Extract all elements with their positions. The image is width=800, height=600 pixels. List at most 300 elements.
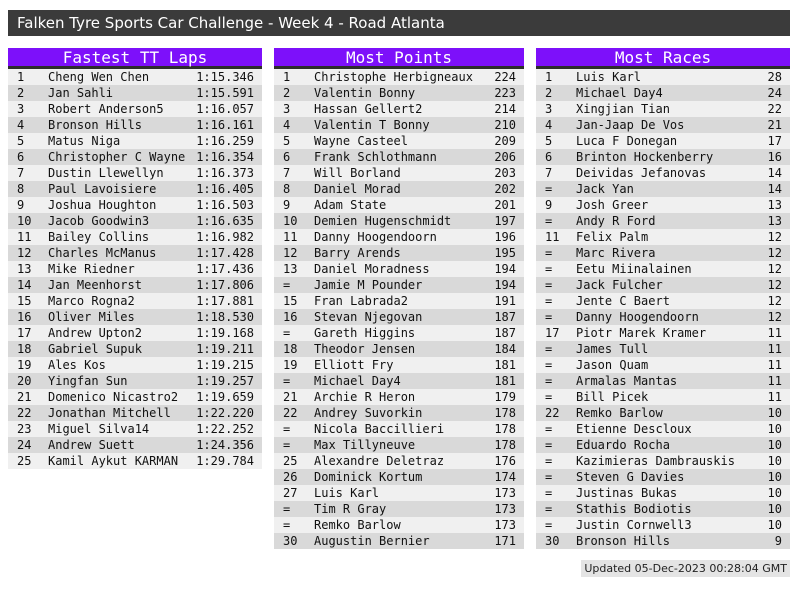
rank-cell: 21 bbox=[17, 390, 32, 404]
value-cell: 28 bbox=[767, 70, 782, 84]
value-cell: 197 bbox=[494, 214, 516, 228]
table-row bbox=[8, 453, 262, 469]
driver-name-cell: Felix Palm bbox=[576, 230, 649, 244]
table-row bbox=[536, 261, 790, 277]
rank-cell: 1 bbox=[17, 70, 25, 84]
value-cell: 209 bbox=[494, 134, 516, 148]
table-row bbox=[536, 213, 790, 229]
rank-cell: 3 bbox=[545, 102, 553, 116]
value-cell: 1:19.257 bbox=[196, 374, 254, 388]
table-row bbox=[274, 229, 524, 245]
updated-timestamp: Updated 05-Dec-2023 00:28:04 GMT bbox=[581, 560, 790, 577]
rank-cell: 7 bbox=[17, 166, 25, 180]
value-cell: 13 bbox=[767, 198, 782, 212]
value-cell: 1:16.405 bbox=[196, 182, 254, 196]
rank-cell: 5 bbox=[545, 134, 553, 148]
driver-name-cell: Eetu Miinalainen bbox=[576, 262, 692, 276]
rank-cell: 2 bbox=[17, 86, 25, 100]
table-row bbox=[8, 437, 262, 453]
rank-cell: 12 bbox=[17, 246, 32, 260]
rank-cell: 7 bbox=[545, 166, 553, 180]
rank-cell: 12 bbox=[283, 246, 298, 260]
table-row bbox=[8, 325, 262, 341]
rank-cell: 20 bbox=[17, 374, 32, 388]
value-cell: 1:17.881 bbox=[196, 294, 254, 308]
rank-cell: 17 bbox=[17, 326, 32, 340]
value-cell: 1:16.057 bbox=[196, 102, 254, 116]
rank-cell: = bbox=[545, 182, 553, 196]
value-cell: 178 bbox=[494, 422, 516, 436]
rank-cell: = bbox=[545, 310, 553, 324]
table-row bbox=[536, 437, 790, 453]
table-row bbox=[536, 469, 790, 485]
driver-name-cell: Jan-Jaap De Vos bbox=[576, 118, 685, 132]
driver-name-cell: Daniel Morad bbox=[314, 182, 401, 196]
driver-name-cell: Stathis Bodiotis bbox=[576, 502, 692, 516]
value-cell: 195 bbox=[494, 246, 516, 260]
table-row bbox=[8, 309, 262, 325]
value-cell: 1:16.635 bbox=[196, 214, 254, 228]
table-row bbox=[8, 85, 262, 101]
leaderboard-panel-fastest-tt-laps bbox=[8, 48, 262, 469]
driver-name-cell: Jente C Baert bbox=[576, 294, 670, 308]
driver-name-cell: Andy R Ford bbox=[576, 214, 656, 228]
driver-name-cell: Christophe Herbigneaux bbox=[314, 70, 473, 84]
value-cell: 1:19.215 bbox=[196, 358, 254, 372]
rank-cell: 6 bbox=[545, 150, 553, 164]
value-cell: 14 bbox=[767, 182, 782, 196]
rank-cell: = bbox=[545, 422, 553, 436]
value-cell: 181 bbox=[494, 374, 516, 388]
rank-cell: = bbox=[545, 518, 553, 532]
value-cell: 1:16.161 bbox=[196, 118, 254, 132]
value-cell: 21 bbox=[767, 118, 782, 132]
rank-cell: 24 bbox=[17, 438, 32, 452]
driver-name-cell: Bronson Hills bbox=[48, 118, 142, 132]
driver-name-cell: Michael Day4 bbox=[314, 374, 401, 388]
driver-name-cell: Xingjian Tian bbox=[576, 102, 670, 116]
table-row bbox=[274, 533, 524, 549]
table-row bbox=[536, 101, 790, 117]
table-row bbox=[536, 165, 790, 181]
table-row bbox=[536, 149, 790, 165]
page-title: Falken Tyre Sports Car Challenge - Week 4 - Road Atlanta bbox=[17, 14, 445, 32]
table-row bbox=[8, 165, 262, 181]
rank-cell: = bbox=[545, 502, 553, 516]
table-row bbox=[274, 101, 524, 117]
leaderboard-panel-most-races bbox=[536, 48, 790, 549]
table-row bbox=[274, 261, 524, 277]
table-row bbox=[536, 389, 790, 405]
value-cell: 12 bbox=[767, 310, 782, 324]
table-row bbox=[8, 389, 262, 405]
rank-cell: = bbox=[283, 438, 291, 452]
value-cell: 16 bbox=[767, 150, 782, 164]
driver-name-cell: Michael Day4 bbox=[576, 86, 663, 100]
value-cell: 10 bbox=[767, 422, 782, 436]
driver-name-cell: Matus Niga bbox=[48, 134, 121, 148]
value-cell: 1:18.530 bbox=[196, 310, 254, 324]
value-cell: 22 bbox=[767, 102, 782, 116]
table-row bbox=[536, 453, 790, 469]
table-row bbox=[8, 261, 262, 277]
value-cell: 11 bbox=[767, 342, 782, 356]
driver-name-cell: Luis Karl bbox=[576, 70, 642, 84]
table-row bbox=[8, 181, 262, 197]
table-row bbox=[536, 421, 790, 437]
rank-cell: 4 bbox=[283, 118, 291, 132]
table-row bbox=[274, 325, 524, 341]
driver-name-cell: Mike Riedner bbox=[48, 262, 135, 276]
table-row bbox=[8, 245, 262, 261]
table-row bbox=[274, 293, 524, 309]
value-cell: 202 bbox=[494, 182, 516, 196]
rank-cell: 17 bbox=[545, 326, 560, 340]
driver-name-cell: Demien Hugenschmidt bbox=[314, 214, 452, 228]
rank-cell: 1 bbox=[545, 70, 553, 84]
table-row bbox=[536, 501, 790, 517]
value-cell: 224 bbox=[494, 70, 516, 84]
rank-cell: 9 bbox=[545, 198, 553, 212]
rank-cell: = bbox=[545, 358, 553, 372]
value-cell: 12 bbox=[767, 278, 782, 292]
value-cell: 1:15.591 bbox=[196, 86, 254, 100]
rank-cell: = bbox=[283, 518, 291, 532]
panel-rows bbox=[536, 69, 790, 549]
table-row bbox=[8, 133, 262, 149]
panel-rows bbox=[274, 69, 524, 549]
table-row bbox=[8, 101, 262, 117]
driver-name-cell: Paul Lavoisiere bbox=[48, 182, 157, 196]
table-row bbox=[274, 117, 524, 133]
table-row bbox=[274, 485, 524, 501]
value-cell: 10 bbox=[767, 406, 782, 420]
table-row bbox=[274, 197, 524, 213]
table-row bbox=[8, 197, 262, 213]
value-cell: 179 bbox=[494, 390, 516, 404]
rank-cell: = bbox=[545, 246, 553, 260]
driver-name-cell: Max Tillyneuve bbox=[314, 438, 416, 452]
rank-cell: = bbox=[545, 374, 553, 388]
driver-name-cell: Barry Arends bbox=[314, 246, 401, 260]
driver-name-cell: Bronson Hills bbox=[576, 534, 670, 548]
table-row bbox=[8, 213, 262, 229]
rank-cell: = bbox=[545, 278, 553, 292]
rank-cell: 30 bbox=[283, 534, 298, 548]
table-row bbox=[536, 229, 790, 245]
driver-name-cell: Jason Quam bbox=[576, 358, 649, 372]
value-cell: 14 bbox=[767, 166, 782, 180]
value-cell: 10 bbox=[767, 438, 782, 452]
value-cell: 1:19.659 bbox=[196, 390, 254, 404]
driver-name-cell: Joshua Houghton bbox=[48, 198, 157, 212]
driver-name-cell: Josh Greer bbox=[576, 198, 649, 212]
rank-cell: 4 bbox=[17, 118, 25, 132]
table-row bbox=[536, 357, 790, 373]
driver-name-cell: Jan Sahli bbox=[48, 86, 114, 100]
driver-name-cell: Marco Rogna2 bbox=[48, 294, 135, 308]
table-row bbox=[274, 469, 524, 485]
driver-name-cell: Domenico Nicastro2 bbox=[48, 390, 179, 404]
driver-name-cell: Valentin Bonny bbox=[314, 86, 416, 100]
driver-name-cell: Jan Meenhorst bbox=[48, 278, 142, 292]
value-cell: 1:29.784 bbox=[196, 454, 254, 468]
rank-cell: = bbox=[545, 390, 553, 404]
driver-name-cell: Danny Hoogendoorn bbox=[314, 230, 437, 244]
table-row bbox=[536, 533, 790, 549]
value-cell: 1:16.503 bbox=[196, 198, 254, 212]
driver-name-cell: Danny Hoogendoorn bbox=[576, 310, 699, 324]
table-row bbox=[8, 229, 262, 245]
value-cell: 1:17.428 bbox=[196, 246, 254, 260]
driver-name-cell: Jacob Goodwin3 bbox=[48, 214, 150, 228]
value-cell: 201 bbox=[494, 198, 516, 212]
value-cell: 1:16.373 bbox=[196, 166, 254, 180]
table-row bbox=[536, 517, 790, 533]
rank-cell: = bbox=[283, 502, 291, 516]
rank-cell: = bbox=[545, 454, 553, 468]
rank-cell: 25 bbox=[283, 454, 298, 468]
rank-cell: = bbox=[283, 374, 291, 388]
rank-cell: 9 bbox=[283, 198, 291, 212]
table-row bbox=[536, 133, 790, 149]
rank-cell: 16 bbox=[17, 310, 32, 324]
rank-cell: 11 bbox=[17, 230, 32, 244]
rank-cell: 8 bbox=[17, 182, 25, 196]
value-cell: 191 bbox=[494, 294, 516, 308]
driver-name-cell: Bill Picek bbox=[576, 390, 649, 404]
table-row bbox=[536, 341, 790, 357]
table-row bbox=[536, 245, 790, 261]
value-cell: 1:17.436 bbox=[196, 262, 254, 276]
driver-name-cell: Andrew Suett bbox=[48, 438, 135, 452]
driver-name-cell: Fran Labrada2 bbox=[314, 294, 408, 308]
driver-name-cell: Marc Rivera bbox=[576, 246, 656, 260]
value-cell: 11 bbox=[767, 326, 782, 340]
rank-cell: 5 bbox=[283, 134, 291, 148]
value-cell: 214 bbox=[494, 102, 516, 116]
table-row bbox=[8, 277, 262, 293]
driver-name-cell: Theodor Jensen bbox=[314, 342, 416, 356]
value-cell: 173 bbox=[494, 486, 516, 500]
value-cell: 184 bbox=[494, 342, 516, 356]
rank-cell: 9 bbox=[17, 198, 25, 212]
driver-name-cell: Justin Cornwell3 bbox=[576, 518, 692, 532]
panel-title: Most Points bbox=[274, 48, 524, 69]
driver-name-cell: Jonathan Mitchell bbox=[48, 406, 171, 420]
rank-cell: 19 bbox=[283, 358, 298, 372]
value-cell: 210 bbox=[494, 118, 516, 132]
driver-name-cell: Hassan Gellert2 bbox=[314, 102, 423, 116]
value-cell: 178 bbox=[494, 438, 516, 452]
driver-name-cell: Armalas Mantas bbox=[576, 374, 678, 388]
table-row bbox=[274, 149, 524, 165]
table-row bbox=[274, 341, 524, 357]
value-cell: 13 bbox=[767, 214, 782, 228]
value-cell: 187 bbox=[494, 326, 516, 340]
panel-title: Most Races bbox=[536, 48, 790, 69]
table-row bbox=[536, 309, 790, 325]
value-cell: 10 bbox=[767, 454, 782, 468]
table-row bbox=[536, 405, 790, 421]
table-row bbox=[536, 117, 790, 133]
driver-name-cell: Dustin Llewellyn bbox=[48, 166, 164, 180]
rank-cell: 16 bbox=[283, 310, 298, 324]
value-cell: 17 bbox=[767, 134, 782, 148]
rank-cell: 3 bbox=[283, 102, 291, 116]
panel-rows bbox=[8, 69, 262, 469]
table-row bbox=[274, 389, 524, 405]
table-row bbox=[274, 501, 524, 517]
value-cell: 1:22.252 bbox=[196, 422, 254, 436]
rank-cell: 15 bbox=[283, 294, 298, 308]
value-cell: 206 bbox=[494, 150, 516, 164]
rank-cell: 3 bbox=[17, 102, 25, 116]
driver-name-cell: Gareth Higgins bbox=[314, 326, 416, 340]
value-cell: 187 bbox=[494, 310, 516, 324]
boards-container bbox=[8, 48, 790, 549]
rank-cell: 27 bbox=[283, 486, 298, 500]
value-cell: 1:24.356 bbox=[196, 438, 254, 452]
driver-name-cell: Jack Fulcher bbox=[576, 278, 663, 292]
table-row bbox=[274, 133, 524, 149]
driver-name-cell: Daniel Moradness bbox=[314, 262, 430, 276]
value-cell: 12 bbox=[767, 262, 782, 276]
driver-name-cell: Remko Barlow bbox=[576, 406, 663, 420]
rank-cell: 10 bbox=[17, 214, 32, 228]
table-row bbox=[8, 405, 262, 421]
rank-cell: 10 bbox=[283, 214, 298, 228]
table-row bbox=[536, 373, 790, 389]
rank-cell: = bbox=[545, 262, 553, 276]
driver-name-cell: Christopher C Wayne bbox=[48, 150, 186, 164]
panel-title: Fastest TT Laps bbox=[8, 48, 262, 69]
driver-name-cell: Remko Barlow bbox=[314, 518, 401, 532]
table-row bbox=[274, 277, 524, 293]
table-row bbox=[274, 517, 524, 533]
table-row bbox=[274, 421, 524, 437]
table-row bbox=[274, 405, 524, 421]
table-row bbox=[274, 69, 524, 85]
value-cell: 196 bbox=[494, 230, 516, 244]
value-cell: 1:19.168 bbox=[196, 326, 254, 340]
value-cell: 171 bbox=[494, 534, 516, 548]
driver-name-cell: Dominick Kortum bbox=[314, 470, 423, 484]
driver-name-cell: Oliver Miles bbox=[48, 310, 135, 324]
rank-cell: 1 bbox=[283, 70, 291, 84]
value-cell: 1:16.354 bbox=[196, 150, 254, 164]
driver-name-cell: Will Borland bbox=[314, 166, 401, 180]
driver-name-cell: Nicola Baccillieri bbox=[314, 422, 445, 436]
rank-cell: = bbox=[283, 278, 291, 292]
driver-name-cell: Gabriel Supuk bbox=[48, 342, 142, 356]
driver-name-cell: James Tull bbox=[576, 342, 649, 356]
table-row bbox=[274, 453, 524, 469]
rank-cell: = bbox=[283, 422, 291, 436]
rank-cell: 7 bbox=[283, 166, 291, 180]
driver-name-cell: Augustin Bernier bbox=[314, 534, 430, 548]
rank-cell: = bbox=[545, 342, 553, 356]
driver-name-cell: Frank Schlothmann bbox=[314, 150, 437, 164]
rank-cell: 5 bbox=[17, 134, 25, 148]
value-cell: 223 bbox=[494, 86, 516, 100]
driver-name-cell: Andrew Upton2 bbox=[48, 326, 142, 340]
rank-cell: 19 bbox=[17, 358, 32, 372]
table-row bbox=[8, 149, 262, 165]
value-cell: 174 bbox=[494, 470, 516, 484]
value-cell: 10 bbox=[767, 518, 782, 532]
table-row bbox=[536, 69, 790, 85]
driver-name-cell: Andrey Suvorkin bbox=[314, 406, 423, 420]
value-cell: 173 bbox=[494, 518, 516, 532]
value-cell: 10 bbox=[767, 486, 782, 500]
driver-name-cell: Steven G Davies bbox=[576, 470, 685, 484]
value-cell: 1:17.806 bbox=[196, 278, 254, 292]
rank-cell: 14 bbox=[17, 278, 32, 292]
rank-cell: = bbox=[545, 294, 553, 308]
value-cell: 12 bbox=[767, 294, 782, 308]
table-row bbox=[274, 85, 524, 101]
table-row bbox=[274, 245, 524, 261]
table-row bbox=[8, 69, 262, 85]
table-row bbox=[274, 437, 524, 453]
rank-cell: 11 bbox=[283, 230, 298, 244]
rank-cell: 11 bbox=[545, 230, 560, 244]
driver-name-cell: Kazimieras Dambrauskis bbox=[576, 454, 735, 468]
table-row bbox=[274, 213, 524, 229]
driver-name-cell: Jack Yan bbox=[576, 182, 634, 196]
value-cell: 10 bbox=[767, 502, 782, 516]
driver-name-cell: Brinton Hockenberry bbox=[576, 150, 714, 164]
rank-cell: = bbox=[283, 326, 291, 340]
rank-cell: 25 bbox=[17, 454, 32, 468]
rank-cell: 2 bbox=[545, 86, 553, 100]
table-row bbox=[8, 117, 262, 133]
table-row bbox=[8, 373, 262, 389]
value-cell: 176 bbox=[494, 454, 516, 468]
driver-name-cell: Archie R Heron bbox=[314, 390, 416, 404]
driver-name-cell: Deividas Jefanovas bbox=[576, 166, 707, 180]
rank-cell: 13 bbox=[283, 262, 298, 276]
rank-cell: 4 bbox=[545, 118, 553, 132]
value-cell: 1:15.346 bbox=[196, 70, 254, 84]
driver-name-cell: Eduardo Rocha bbox=[576, 438, 670, 452]
value-cell: 1:16.259 bbox=[196, 134, 254, 148]
value-cell: 1:19.211 bbox=[196, 342, 254, 356]
table-row bbox=[536, 277, 790, 293]
value-cell: 9 bbox=[774, 534, 782, 548]
rank-cell: 18 bbox=[283, 342, 298, 356]
value-cell: 11 bbox=[767, 374, 782, 388]
rank-cell: 22 bbox=[17, 406, 32, 420]
driver-name-cell: Adam State bbox=[314, 198, 387, 212]
rank-cell: 18 bbox=[17, 342, 32, 356]
table-row bbox=[8, 293, 262, 309]
rank-cell: 21 bbox=[283, 390, 298, 404]
rank-cell: = bbox=[545, 470, 553, 484]
rank-cell: 22 bbox=[283, 406, 298, 420]
leaderboard-panel-most-points bbox=[274, 48, 524, 549]
rank-cell: 8 bbox=[283, 182, 291, 196]
table-row bbox=[8, 357, 262, 373]
rank-cell: 13 bbox=[17, 262, 32, 276]
value-cell: 1:16.982 bbox=[196, 230, 254, 244]
rank-cell: 30 bbox=[545, 534, 560, 548]
table-row bbox=[536, 197, 790, 213]
table-row bbox=[536, 325, 790, 341]
value-cell: 11 bbox=[767, 358, 782, 372]
value-cell: 181 bbox=[494, 358, 516, 372]
